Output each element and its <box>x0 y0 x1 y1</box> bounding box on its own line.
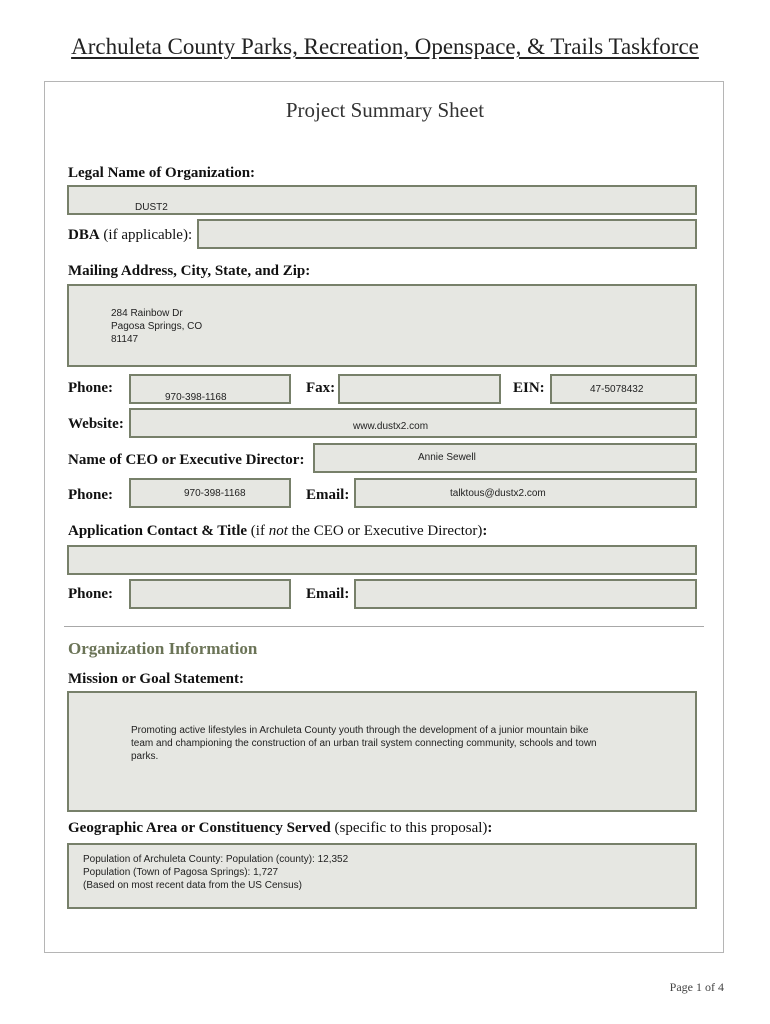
mission-statement-field[interactable] <box>67 691 697 812</box>
mission-statement-value: Promoting active lifestyles in Archuleta County youth through the development of a junior mountain bike team and championing the construction of an urban trail system connecting community, schools and town parks. <box>131 725 597 762</box>
ein-label: EIN: <box>513 380 545 396</box>
phone-field[interactable] <box>129 374 291 404</box>
contact-email-field[interactable] <box>354 579 697 609</box>
mailing-address-value: 284 Rainbow Dr Pagosa Springs, CO 81147 <box>111 308 203 345</box>
ceo-name-field[interactable] <box>313 443 697 473</box>
fax-field[interactable] <box>338 374 501 404</box>
ceo-email-label: Email: <box>306 487 350 503</box>
mailing-address-label: Mailing Address, City, State, and Zip: <box>68 263 311 279</box>
geographic-area-label: Geographic Area or Constituency Served (specific to this proposal): <box>68 820 493 836</box>
mailing-address-field[interactable] <box>67 284 697 367</box>
ceo-phone-field[interactable] <box>129 478 291 508</box>
ceo-name-value: Annie Sewell <box>418 452 476 463</box>
geographic-area-field[interactable] <box>67 843 697 909</box>
page-number: Page 1 of 4 <box>669 980 724 994</box>
fax-label: Fax: <box>306 380 336 396</box>
legal-name-value: DUST2 <box>135 202 168 213</box>
dba-label: DBA (if applicable): <box>68 227 193 243</box>
mission-statement-label: Mission or Goal Statement: <box>68 671 244 687</box>
geographic-area-value: Population of Archuleta County: Population (county): 12,352 Population (Town of Pagosa Springs): 1,727 (Based on most recent data from the US Census) <box>83 854 349 891</box>
dba-field[interactable] <box>197 219 697 249</box>
website-field[interactable] <box>129 408 697 438</box>
section-divider <box>64 626 704 627</box>
organization-information-heading: Organization Information <box>68 639 258 658</box>
ceo-phone-label: Phone: <box>68 487 113 503</box>
legal-name-field[interactable] <box>67 185 697 215</box>
website-value: www.dustx2.com <box>353 421 429 432</box>
ceo-name-label: Name of CEO or Executive Director: <box>68 452 305 468</box>
application-contact-field[interactable] <box>67 545 697 575</box>
ceo-email-field[interactable] <box>354 478 697 508</box>
contact-phone-field[interactable] <box>129 579 291 609</box>
application-contact-label: Application Contact & Title (if not the CEO or Executive Director): <box>68 523 488 539</box>
legal-name-label: Legal Name of Organization: <box>68 165 256 181</box>
ein-value: 47-5078432 <box>590 384 644 395</box>
sheet-title: Project Summary Sheet <box>285 98 485 122</box>
ceo-email-value: talktous@dustx2.com <box>450 488 546 499</box>
ceo-phone-value: 970-398-1168 <box>184 488 246 499</box>
phone-value: 970-398-1168 <box>165 392 227 403</box>
contact-phone-label: Phone: <box>68 586 113 602</box>
document-header-title: Archuleta County Parks, Recreation, Openspace, & Trails Taskforce <box>71 34 699 59</box>
contact-email-label: Email: <box>306 586 350 602</box>
website-label: Website: <box>68 416 124 432</box>
ein-field[interactable] <box>550 374 697 404</box>
phone-label: Phone: <box>68 380 113 396</box>
